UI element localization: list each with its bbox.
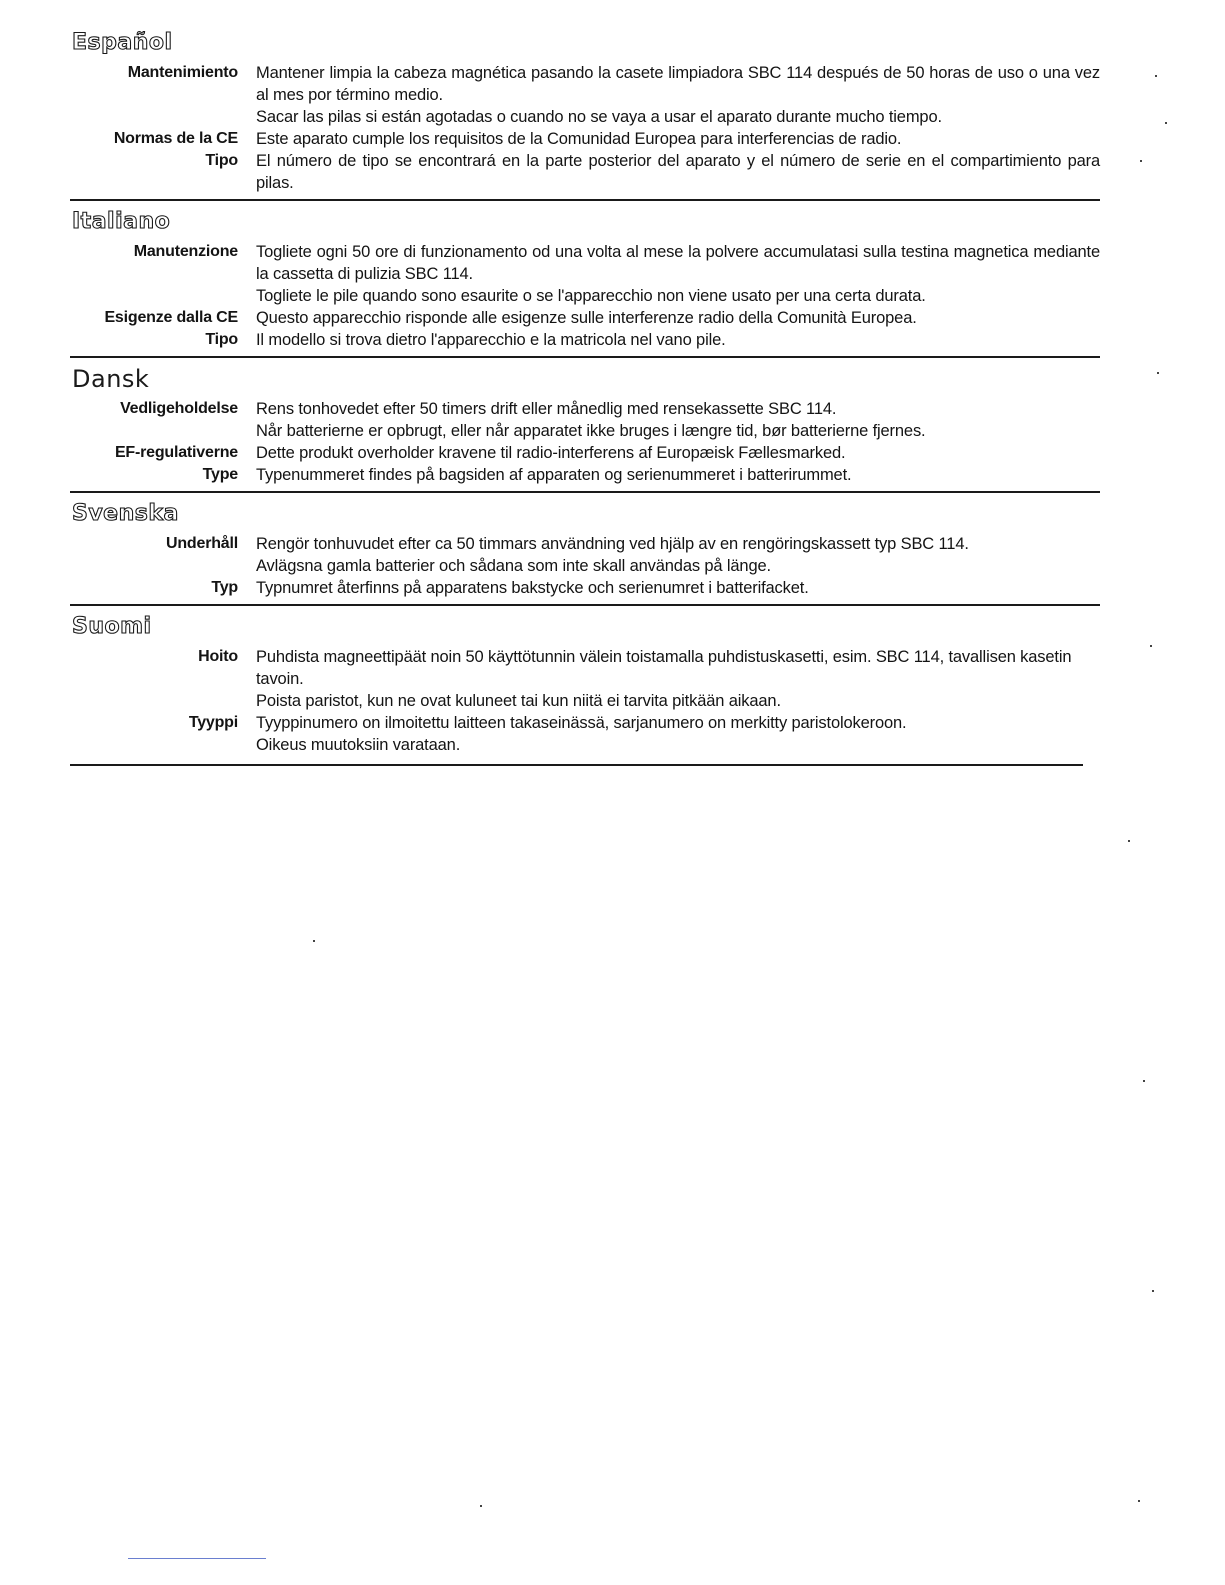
section-italiano xyxy=(70,207,1100,358)
section-title: Español xyxy=(72,30,173,55)
scan-speck xyxy=(1157,372,1159,374)
paragraph: Når batterierne er opbrugt, eller når apparatet ikke bruges i længre tid, bør batterierne fjernes. xyxy=(256,422,926,440)
paragraph: Puhdista magneettipäät noin 50 käyttötunnin välein toistamalla puhdistuskasetti, esim. SBC 114, tavallisen kasetin tavoin. xyxy=(256,648,1072,688)
scan-speck xyxy=(1165,122,1167,124)
entry-text xyxy=(256,646,1100,712)
entry-type xyxy=(70,464,1100,486)
scan-speck xyxy=(1143,1080,1145,1082)
entry-ce-requirements xyxy=(70,307,1100,329)
section-title: Suomi xyxy=(72,614,152,639)
entry-label: Tyyppi xyxy=(188,714,238,731)
entry-text xyxy=(256,533,1100,577)
paragraph: Tyyppinumero on ilmoitettu laitteen takaseinässä, sarjanumero on merkitty paristolokeroon. xyxy=(256,714,907,732)
entry-label: Mantenimiento xyxy=(127,64,238,81)
scan-mark xyxy=(128,1558,266,1559)
entry-label: Normas de la CE xyxy=(113,130,238,147)
entry-label: Underhåll xyxy=(166,535,238,552)
entry-type xyxy=(70,329,1100,351)
entry-label: Manutenzione xyxy=(133,243,238,260)
entry-maintenance xyxy=(70,398,1100,442)
entry-label: Esigenze dalla CE xyxy=(104,309,238,326)
scan-speck xyxy=(1128,840,1130,842)
scan-speck xyxy=(1138,1500,1140,1502)
scan-speck xyxy=(1150,645,1152,647)
entry-label: Hoito xyxy=(198,648,238,665)
entry-label: EF-regulativerne xyxy=(114,444,238,461)
entry-maintenance xyxy=(70,62,1100,128)
section-title: Italiano xyxy=(72,209,171,234)
entry-label: Tipo xyxy=(205,331,238,348)
closing-rule xyxy=(70,764,1083,766)
paragraph: Sacar las pilas si están agotadas o cuando no se vaya a usar el aparato durante mucho tiempo. xyxy=(256,108,942,126)
entry-text xyxy=(256,442,1100,464)
scan-speck xyxy=(1155,75,1157,77)
section-title: Svenska xyxy=(72,501,179,526)
scan-speck xyxy=(480,1505,482,1507)
paragraph: Rengör tonhuvudet efter ca 50 timmars användning ved hjälp av en rengöringskassett typ SBC 114. xyxy=(256,535,969,553)
entry-text xyxy=(256,128,1100,150)
paragraph: Dette produkt overholder kravene til radio-interferens af Europæisk Fællesmarked. xyxy=(256,444,846,462)
entry-maintenance xyxy=(70,241,1100,307)
entry-text xyxy=(256,307,1100,329)
entry-label: Type xyxy=(202,466,238,483)
entry-label: Typ xyxy=(211,579,238,596)
entry-ef-regulations xyxy=(70,442,1100,464)
entry-ce-norms xyxy=(70,128,1100,150)
paragraph: Mantener limpia la cabeza magnética pasando la casete limpiadora SBC 114 después de 50 horas de uso o una vez al mes por término medio. xyxy=(256,64,1100,104)
entry-type xyxy=(70,577,1100,599)
section-title: Dansk xyxy=(72,365,150,393)
manual-page xyxy=(70,28,1100,767)
section-svenska xyxy=(70,499,1100,606)
entry-maintenance xyxy=(70,533,1100,577)
section-dansk xyxy=(70,364,1100,493)
entry-text xyxy=(256,577,1100,599)
entry-label: Tipo xyxy=(205,152,238,169)
paragraph: Este aparato cumple los requisitos de la Comunidad Europea para interferencias de radio. xyxy=(256,130,902,148)
paragraph: El número de tipo se encontrará en la parte posterior del aparato y el número de serie en el compartimiento para pilas. xyxy=(256,152,1100,192)
paragraph: Avlägsna gamla batterier och sådana som inte skall användas på länge. xyxy=(256,557,771,575)
paragraph: Poista paristot, kun ne ovat kuluneet tai kun niitä ei tarvita pitkään aikaan. xyxy=(256,692,781,710)
section-suomi xyxy=(70,612,1100,761)
entry-text xyxy=(256,329,1100,351)
entry-maintenance xyxy=(70,646,1100,712)
paragraph: Il modello si trova dietro l'apparecchio e la matricola nel vano pile. xyxy=(256,331,726,349)
entry-text xyxy=(256,62,1100,128)
entry-type xyxy=(70,712,1100,756)
entry-text xyxy=(256,398,1100,442)
entry-text xyxy=(256,150,1100,194)
entry-text xyxy=(256,241,1100,307)
scan-speck xyxy=(1152,1290,1154,1292)
entry-type xyxy=(70,150,1100,194)
paragraph: Rens tonhovedet efter 50 timers drift eller månedlig med rensekassette SBC 114. xyxy=(256,400,837,418)
paragraph: Questo apparecchio risponde alle esigenze sulle interferenze radio della Comunità Europea. xyxy=(256,309,917,327)
scan-speck xyxy=(313,940,315,942)
paragraph: Togliete le pile quando sono esaurite o se l'apparecchio non viene usato per una certa durata. xyxy=(256,287,926,305)
paragraph: Typnumret återfinns på apparatens bakstycke och serienumret i batterifacket. xyxy=(256,579,809,597)
paragraph: Typenummeret findes på bagsiden af apparaten og serienummeret i batterirummet. xyxy=(256,466,852,484)
section-espanol xyxy=(70,28,1100,201)
paragraph: Togliete ogni 50 ore di funzionamento od una volta al mese la polvere accumulatasi sulla testina magnetica mediante la cassetta di pulizia SBC 114. xyxy=(256,243,1100,283)
paragraph: Oikeus muutoksiin varataan. xyxy=(256,736,461,754)
scan-speck xyxy=(1140,160,1142,162)
entry-text xyxy=(256,464,1100,486)
entry-label: Vedligeholdelse xyxy=(120,400,238,417)
entry-text xyxy=(256,712,1100,756)
